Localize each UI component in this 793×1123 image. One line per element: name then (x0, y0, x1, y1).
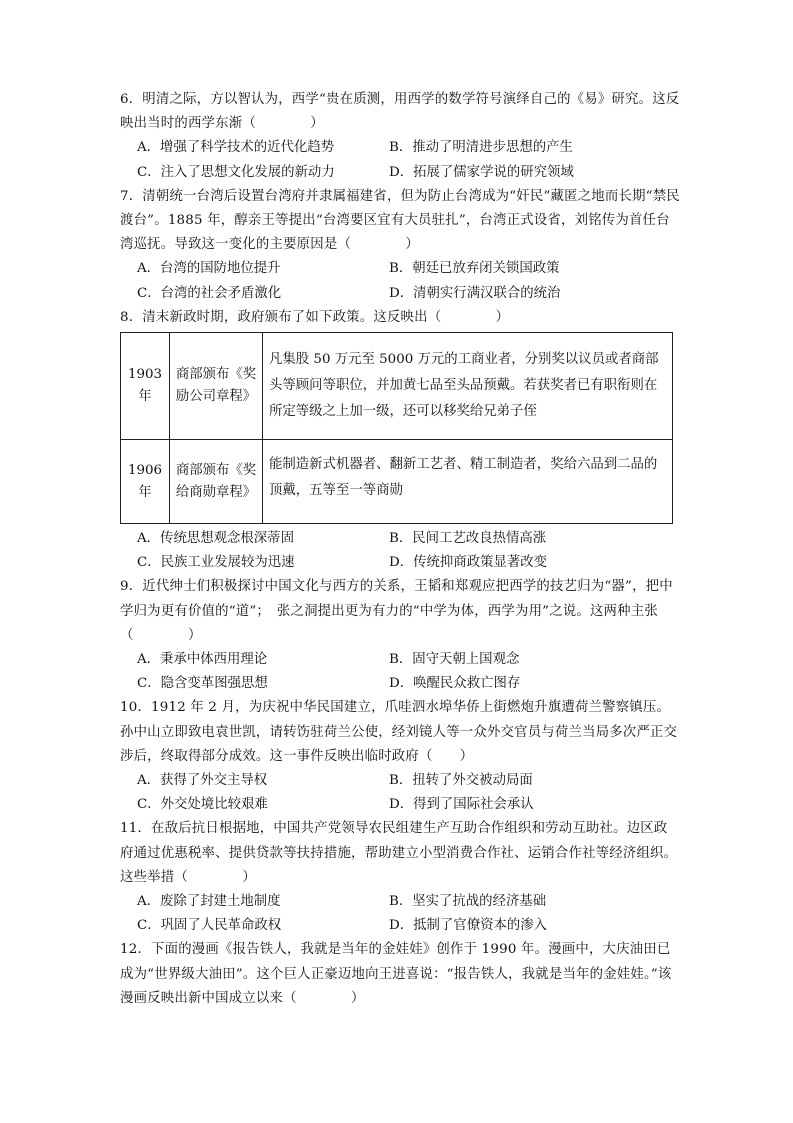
table-cell-content: 能制造新式机器者、翻新工艺者、精工制造者，奖给六品到二品的顶戴，五等至一等商勋 (263, 440, 673, 524)
table-cell-year: 1903年 (121, 333, 170, 440)
question-stem: 7．清朝统一台湾后设置台湾府并隶属福建省，但为防止台湾成为“奸民”藏匿之地而长期“禁民渡台”。1885 年，醇亲王等提出“台湾要区宜有大员驻扎”，台湾正式设省，刘铭传为首任台湾巡抚。导致这一变化的主要原因是（ ） (120, 188, 680, 253)
table-cell-content: 凡集股 50 万元至 5000 万元的工商业者，分别奖以议员或者商部头等顾问等职位，并加黄七品至头品预戴。若获奖者已有职衔则在所定等级之上加一级，还可以移奖给兄弟子侄 (263, 333, 673, 440)
option-c[interactable]: C．巩固了人民革命政权 (137, 918, 282, 934)
options (120, 890, 680, 938)
option-d[interactable]: D．传统抑商政策显著改变 (389, 555, 548, 571)
question-stem: 8．清末新政时期，政府颁布了如下政策。这反映出（ ） (120, 309, 510, 325)
option-b[interactable]: B．推动了明清进步思想的产生 (389, 140, 573, 156)
table-cell-year: 1906年 (121, 440, 170, 524)
options (120, 648, 680, 696)
option-c[interactable]: C．注入了思想文化发展的新动力 (137, 164, 335, 180)
option-a[interactable]: A．传统思想观念根深蒂固 (137, 531, 294, 547)
options (120, 136, 680, 184)
table-row (121, 440, 673, 524)
option-c[interactable]: C．隐含变革图强思想 (137, 676, 268, 692)
question-11 (120, 817, 680, 938)
question-10 (120, 696, 680, 817)
option-b[interactable]: B．扭转了外交被动局面 (389, 773, 533, 789)
option-c[interactable]: C．台湾的社会矛盾激化 (137, 285, 282, 301)
question-stem: 11．在敌后抗日根据地，中国共产党领导农民组建生产互助合作组织和劳动互助社。边区政府通过优惠税率、提供贷款等扶持措施，帮助建立小型消费合作社、运销合作社等经济组织。这些举措（ ） (120, 821, 678, 885)
exam-page (120, 88, 680, 1011)
table-cell-document: 商部颁布《奖励公司章程》 (170, 333, 263, 440)
question-stem: 9．近代绅士们积极探讨中国文化与西方的关系，王韬和郑观应把西学的技艺归为“器”，把中学归为更有价值的“道”； 张之洞提出更为有力的“中学为体，西学为用”之说。这两种主张（ ） (120, 579, 673, 643)
option-a[interactable]: A．废除了封建土地制度 (137, 894, 281, 910)
option-a[interactable]: A．获得了外交主导权 (137, 773, 268, 789)
option-c[interactable]: C．民族工业发展较为迅速 (137, 555, 295, 571)
question-7 (120, 185, 680, 306)
options (120, 769, 680, 817)
option-a[interactable]: A．秉承中体西用理论 (137, 652, 268, 668)
option-d[interactable]: D．得到了国际社会承认 (389, 797, 534, 813)
option-a[interactable]: A．增强了科学技术的近代化趋势 (137, 140, 335, 156)
option-c[interactable]: C．外交处境比较艰难 (137, 797, 268, 813)
option-d[interactable]: D．唤醒民众救亡图存 (389, 676, 521, 692)
option-b[interactable]: B．朝廷已放弃闭关锁国政策 (389, 261, 560, 277)
question-stem: 12．下面的漫画《报告铁人，我就是当年的金娃娃》创作于 1990 年。漫画中，大庆油田已成为“世界级大油田”。这个巨人正豪迈地向王进喜说：“报告铁人，我就是当年的金娃娃。”该漫画反映出新中国成立以来（ ） (120, 942, 672, 1006)
option-d[interactable]: D．清朝实行满汉联合的统治 (389, 285, 561, 301)
question-8 (120, 306, 680, 576)
question-9 (120, 575, 680, 696)
question-12 (120, 938, 680, 1011)
table-row (121, 333, 673, 440)
option-d[interactable]: D．拓展了儒家学说的研究领域 (389, 164, 574, 180)
question-stem: 10．1912 年 2 月，为庆祝中华民国建立，爪哇泗水埠华侨上街燃炮升旗遭荷兰警察镇压。孙中山立即致电袁世凯，请转饬驻荷兰公使，经刘镜人等一众外交官员与荷兰当局多次严正交涉后，终取得部分成效。这一事件反映出临时政府（ ） (120, 700, 678, 764)
option-d[interactable]: D．抵制了官僚资本的渗入 (389, 918, 548, 934)
option-b[interactable]: B．民间工艺改良热情高涨 (389, 531, 547, 547)
options (120, 257, 680, 305)
table-cell-document: 商部颁布《奖给商勋章程》 (170, 440, 263, 524)
question-stem: 6．明清之际，方以智认为，西学“贵在质测，用西学的数学符号演绎自己的《易》研究。这反映出当时的西学东渐（ ） (120, 92, 680, 132)
option-a[interactable]: A．台湾的国防地位提升 (137, 261, 281, 277)
options (120, 527, 680, 575)
policy-table (120, 332, 673, 524)
question-6 (120, 88, 680, 185)
option-b[interactable]: B．固守天朝上国观念 (389, 652, 520, 668)
option-b[interactable]: B．坚实了抗战的经济基础 (389, 894, 547, 910)
